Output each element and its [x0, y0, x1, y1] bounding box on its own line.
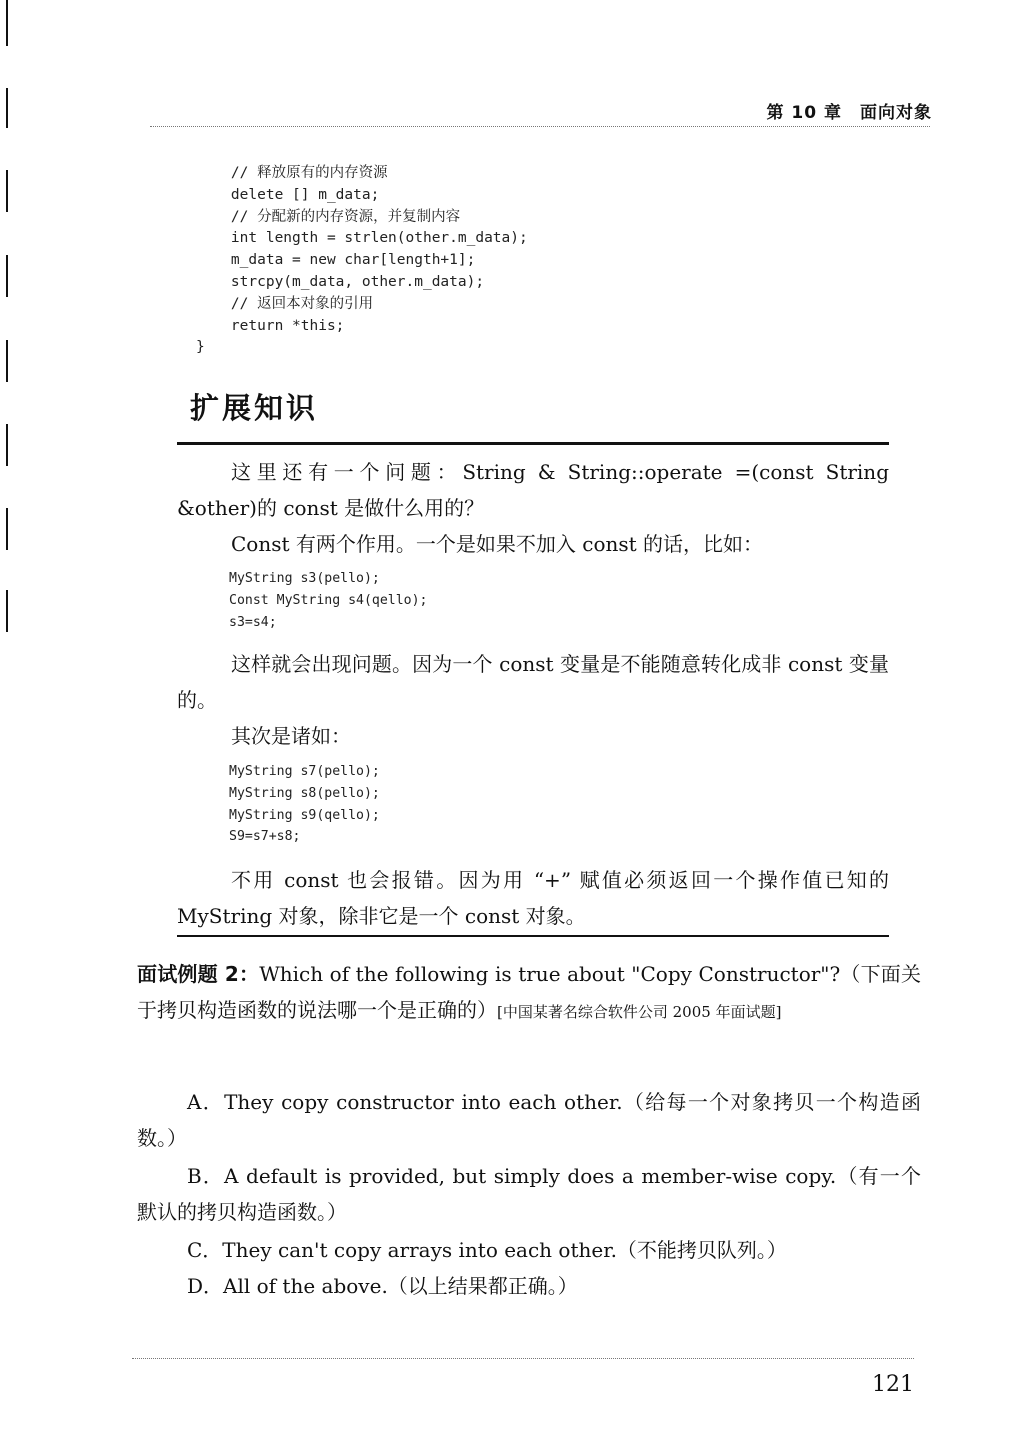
chapter-number: 第 10 章 [766, 103, 842, 123]
question-label: 面试例题 2： [137, 962, 260, 986]
binding-mark [6, 88, 8, 128]
section-title: 扩展知识 [190, 391, 319, 425]
section-bottom-rule [177, 935, 889, 937]
interview-question [137, 956, 921, 1030]
option-a: A．They copy constructor into each other.（给每一个对象拷贝一个构造函数。） [137, 1090, 921, 1150]
ext-paragraph-1: 这里还有一个问题：String & String::operate =(const String &other)的 const 是做什么用的？ [177, 460, 889, 520]
option-c: C．They can't copy arrays into each other.（不能拷贝队列。） [187, 1238, 787, 1262]
binding-mark [6, 424, 8, 466]
code-block-operator-assign: // 释放原有的内存资源 delete [] m_data; // 分配新的内存资源，并复制内容 int length = strlen(other.m_data); m_data = new char[length+1]; strcpy(m_data, other.m_data); // 返回本对象的引用 return *this; } [196, 165, 528, 356]
section-top-rule [177, 442, 889, 445]
binding-mark [6, 340, 8, 382]
ext-paragraph-5: 不用 const 也会报错。因为用 “+” 赋值必须返回一个操作值已知的 MyString 对象，除非它是一个 const 对象。 [177, 868, 889, 928]
binding-mark [6, 170, 8, 212]
code-block-example-1: MyString s3(pello); Const MyString s4(qello); s3=s4; [229, 571, 428, 630]
option-b: B．A default is provided, but simply does a member-wise copy.（有一个默认的拷贝构造函数。） [137, 1164, 921, 1224]
binding-mark [6, 508, 8, 550]
code-block-example-2: MyString s7(pello); MyString s8(pello); MyString s9(qello); S9=s7+s8; [229, 764, 380, 845]
ext-paragraph-2: Const 有两个作用。一个是如果不加入 const 的话，比如： [231, 532, 764, 556]
page-number: 121 [872, 1372, 914, 1397]
question-source: [中国某著名综合软件公司 2005 年面试题] [497, 1003, 782, 1021]
footer-rule [132, 1358, 914, 1359]
chapter-title: 面向对象 [860, 103, 932, 123]
binding-mark [6, 255, 8, 297]
option-d: D．All of the above.（以上结果都正确。） [187, 1274, 578, 1298]
ext-paragraph-4: 其次是诸如： [231, 724, 351, 748]
question-text: Which of the following is true about "Copy Constructor"?（下面关于拷贝构造函数的说法哪一个是正确的） [137, 962, 921, 1022]
header-rule [150, 126, 930, 127]
binding-mark [6, 590, 8, 632]
ext-paragraph-3: 这样就会出现问题。因为一个 const 变量是不能随意转化成非 const 变量的。 [177, 652, 889, 712]
binding-mark [6, 0, 8, 46]
running-header [749, 98, 933, 123]
